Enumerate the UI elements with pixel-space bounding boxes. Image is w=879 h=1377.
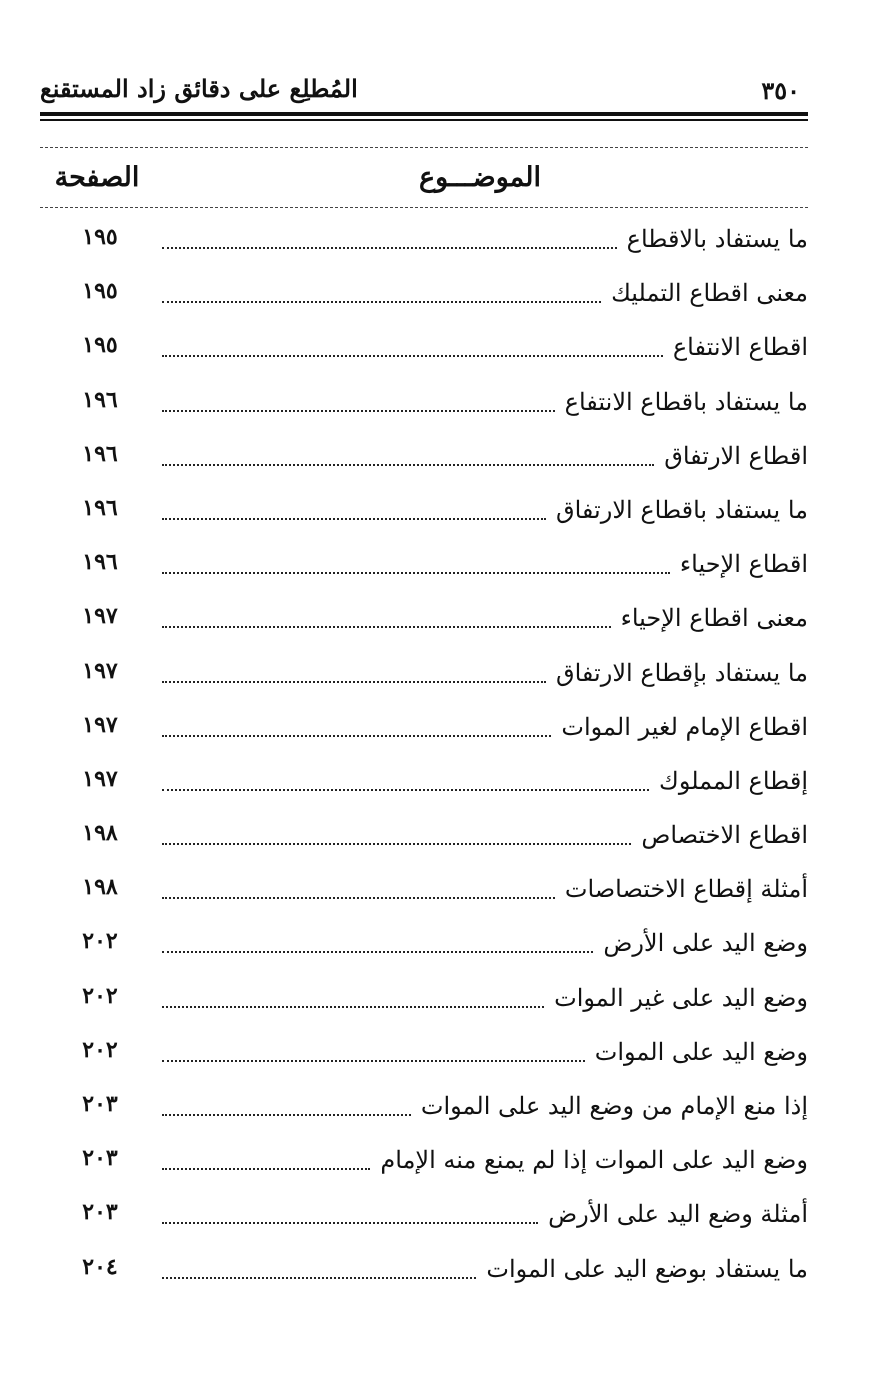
dot-leader [162, 464, 654, 466]
toc-entry-leader [162, 1090, 808, 1122]
toc-entry-leader [162, 331, 808, 363]
toc-entry-leader [162, 1198, 808, 1230]
toc-entry [40, 648, 808, 702]
toc-entry [40, 1244, 808, 1298]
toc-entry [40, 485, 808, 539]
toc-entry [40, 702, 808, 756]
toc-entry-page: ٢٠٤ [82, 1253, 118, 1280]
toc-entry-page: ١٩٧ [82, 603, 118, 630]
toc-entry [40, 377, 808, 431]
toc-entry-topic: ما يستفاد بإقطاع الارتفاق [555, 658, 808, 687]
toc-entry-leader [162, 657, 808, 689]
dot-leader [162, 626, 611, 628]
toc-entry-topic: اقطاع الإمام لغير الموات [561, 712, 808, 741]
toc-entry-leader [162, 494, 808, 526]
toc-entry [40, 973, 808, 1027]
toc-entry-topic: اقطاع الاختصاص [641, 821, 808, 850]
toc-entry-topic: ما يستفاد باقطاع الارتفاق [555, 495, 808, 524]
toc-entry-leader [162, 982, 808, 1014]
running-head [40, 70, 808, 110]
header-rule-thick [40, 112, 808, 116]
toc-entry-page: ١٩٧ [82, 765, 118, 792]
toc-entry-page: ١٩٧ [82, 657, 118, 684]
toc-entry-topic: وضع اليد على غير الموات [554, 983, 808, 1012]
book-title: المُطلِع على دقائق زاد المستقنع [40, 74, 358, 103]
toc-entry [40, 431, 808, 485]
toc-entry-page: ٢٠٣ [82, 1091, 118, 1117]
dot-leader [162, 1114, 411, 1116]
toc-entry-page: ١٩٨ [82, 874, 118, 901]
toc-entry-page: ١٩٥ [82, 332, 118, 359]
toc-entry-page: ١٩٦ [82, 386, 118, 413]
dot-leader [162, 1060, 585, 1062]
toc-entry-leader [162, 819, 808, 851]
toc-entry-topic: إقطاع المملوك [659, 766, 808, 795]
toc-entry-leader [162, 873, 808, 905]
toc-entry-page: ٢٠٣ [82, 1145, 118, 1172]
dot-leader [162, 789, 649, 791]
toc-entry-topic: أمثلة إقطاع الاختصاصات [564, 875, 808, 904]
toc-entry [40, 1081, 808, 1135]
toc-entry-leader [162, 765, 808, 797]
toc-entry [40, 810, 808, 864]
toc-entry [40, 756, 808, 810]
toc-entry-leader [162, 440, 808, 472]
toc-entry-leader [162, 548, 808, 580]
toc-entry-leader [162, 223, 808, 255]
toc-entry [40, 864, 808, 918]
dot-leader [162, 843, 631, 845]
toc-entry-leader [162, 386, 808, 418]
toc-entry [40, 1027, 808, 1081]
dot-leader [162, 735, 551, 737]
toc-entry-page: ٢٠٢ [82, 982, 118, 1009]
toc-entry-topic: ما يستفاد باقطاع الانتفاع [564, 387, 808, 416]
toc-entry-topic: اقطاع الانتفاع [672, 333, 808, 362]
dot-leader [162, 1168, 370, 1170]
toc-entry-topic: معنى اقطاع التمليك [611, 279, 808, 308]
toc-list [40, 214, 808, 1298]
toc-entry-topic: ما يستفاد بوضع اليد على الموات [486, 1254, 808, 1283]
toc-entry-topic: إذا منع الإمام من وضع اليد على الموات [420, 1092, 808, 1120]
dot-leader [162, 1222, 538, 1224]
toc-entry-page: ١٩٧ [82, 711, 118, 738]
dot-leader [162, 897, 555, 899]
dot-leader [162, 572, 670, 574]
dashed-divider-bottom [40, 207, 808, 208]
toc-entry-topic: أمثلة وضع اليد على الأرض [548, 1200, 808, 1229]
dot-leader [162, 301, 601, 303]
toc-entry [40, 539, 808, 593]
toc-entry-page: ١٩٦ [82, 440, 118, 467]
dot-leader [162, 951, 593, 953]
page-number: ٣٥٠ [761, 76, 800, 105]
page-column-heading: الصفحة [54, 162, 140, 193]
toc-entry-page: ٢٠٢ [82, 928, 118, 955]
toc-entry-leader [162, 927, 808, 959]
toc-entry-page: ١٩٦ [82, 494, 118, 521]
toc-entry-leader [162, 602, 808, 634]
toc-entry-topic: وضع اليد على الموات إذا لم يمنع منه الإمام [380, 1146, 808, 1175]
toc-entry-leader [162, 1253, 808, 1285]
toc-entry-leader [162, 711, 808, 743]
toc-entry [40, 214, 808, 268]
dot-leader [162, 1277, 476, 1279]
toc-entry [40, 1189, 808, 1243]
toc-entry-leader [162, 1144, 808, 1176]
toc-entry-leader [162, 1036, 808, 1068]
toc-entry-page: ١٩٥ [82, 224, 118, 250]
toc-entry-page: ١٩٨ [82, 820, 118, 847]
toc-entry-page: ٢٠٣ [82, 1199, 118, 1226]
dot-leader [162, 355, 663, 357]
toc-entry [40, 918, 808, 972]
dot-leader [162, 410, 555, 412]
dot-leader [162, 681, 546, 683]
toc-entry-topic: اقطاع الإحياء [679, 550, 808, 579]
toc-entry [40, 322, 808, 376]
toc-entry-page: ١٩٦ [82, 549, 118, 576]
topic-column-heading: الموضـــوع [418, 162, 541, 193]
toc-entry [40, 268, 808, 322]
toc-entry-topic: ما يستفاد بالاقطاع [626, 225, 808, 253]
toc-entry-page: ٢٠٢ [82, 1036, 118, 1063]
toc-entry-topic: اقطاع الارتفاق [664, 441, 808, 470]
header-rule-thin [40, 119, 808, 121]
toc-entry-topic: وضع اليد على الموات [594, 1037, 808, 1066]
toc-entry-leader [162, 277, 808, 309]
toc-entry [40, 1135, 808, 1189]
toc-entry-topic: معنى اقطاع الإحياء [620, 604, 808, 633]
toc-entry-topic: وضع اليد على الأرض [603, 929, 808, 958]
dot-leader [162, 1006, 544, 1008]
toc-entry [40, 593, 808, 647]
dot-leader [162, 518, 546, 520]
dashed-divider-top [40, 147, 808, 148]
toc-entry-page: ١٩٥ [82, 278, 118, 305]
dot-leader [162, 247, 617, 249]
